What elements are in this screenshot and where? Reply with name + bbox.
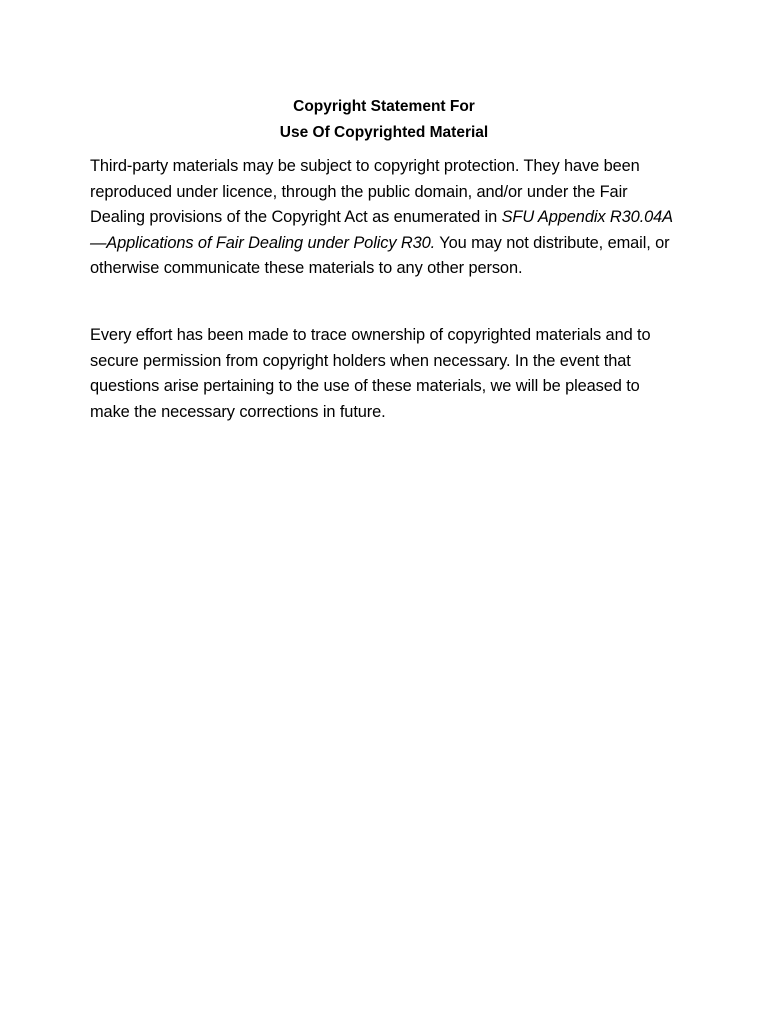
paragraph-1-text [90,154,682,282]
paragraph-1-text-before: Third-party materials may be subject to copyright protection. They have been reproduced under licence, through the public domain, and/or under the Fair Dealing provisions of the Copyright Act as enumerated in [90,157,640,226]
document-title [90,94,678,146]
paragraph-ownership-notice [90,323,682,425]
paragraph-copyright-notice [90,154,682,282]
policy-reference: SFU Appendix R30.04A—Applications of Fair Dealing under Policy R30. [90,208,674,252]
title-line-1: Copyright Statement For [293,98,475,115]
title-line-2: Use Of Copyrighted Material [279,124,489,141]
paragraph-1-text-after: You may not distribute, email, or otherwise communicate these materials to any other person. [90,233,670,277]
paragraph-2-text: Every effort has been made to trace ownership of copyrighted materials and to secure permission from copyright holders when necessary. In the event that questions arise pertaining to the use of these materials, we will be pleased to make the necessary corrections in future. [90,326,651,421]
